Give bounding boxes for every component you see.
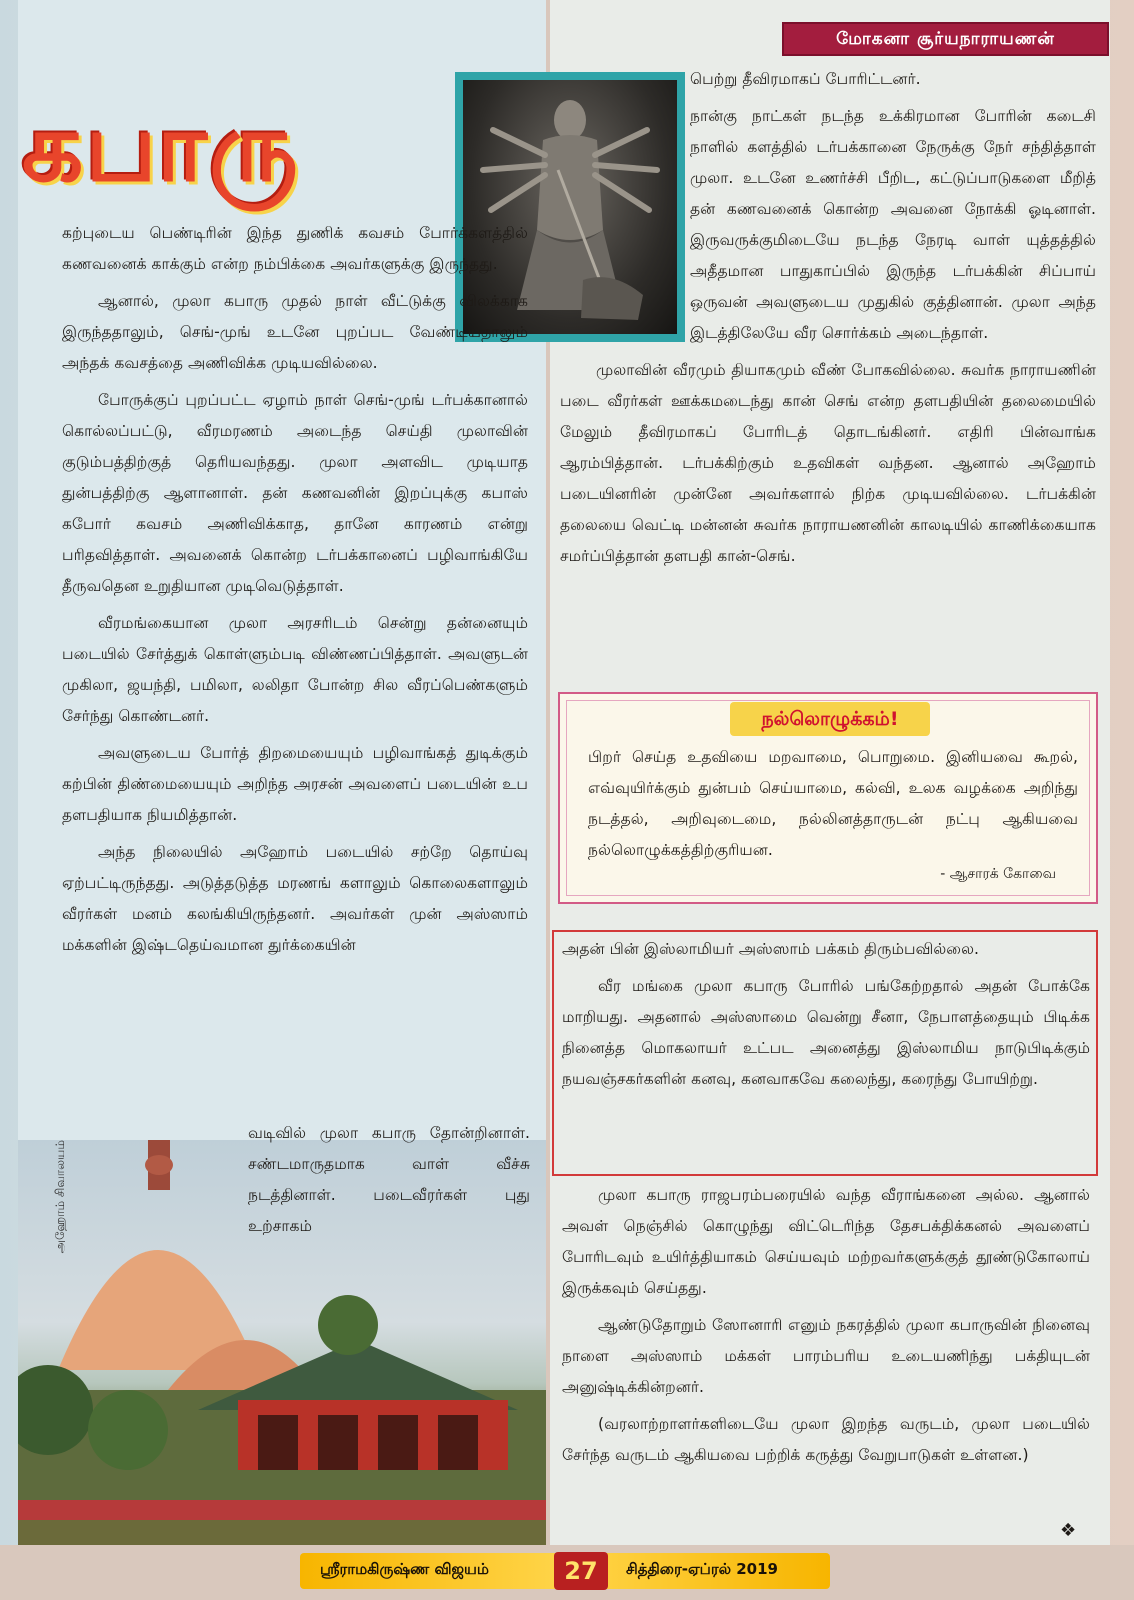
paragraph: ஆண்டுதோறும் ஸோனாரி எனும் நகரத்தில் முலா கபாருவின் நினைவு நாளை அஸ்ஸாம் மக்கள் பாரம்பரிய உடையணிந்து பக்தியுடன் அனுஷ்டிக்கின்றனர். xyxy=(562,1316,1090,1396)
paragraph: வீரமங்கையான முலா அரசரிடம் சென்று தன்னையும் படையில் சேர்த்துக் கொள்ளும்படி விண்ணப்பித்தாள். அவளுடன் முகிலா, ஜயந்தி, பமிலா, லலிதா போன்ற சில வீரப்பெண்களும் சேர்ந்து கொண்டனர். xyxy=(62,614,528,725)
end-mark-icon: ❖ xyxy=(1060,1520,1077,1541)
article-title: கபாரு xyxy=(22,91,300,203)
footer-magazine-name: ஸ்ரீராமகிருஷ்ண விஜயம் xyxy=(320,1560,489,1578)
author-banner: மோகனா சூர்யநாராயணன் xyxy=(782,22,1109,56)
right-text-block xyxy=(560,64,1096,578)
left-text-block xyxy=(62,218,528,967)
paragraph: முலா கபாரு ராஜபரம்பரையில் வந்த வீராங்கனை அல்ல. ஆனால் அவள் நெஞ்சில் கொழுந்து விட்டெரிந்த தேசபக்திக்கனல் அவளைப் போரிடவும் உயிர்த்தியாகம் செய்யவும் மற்றவர்களுக்குத் தூண்டுகோலாய் இருக்கவும் செய்தது. xyxy=(562,1186,1090,1297)
paragraph: கற்புடைய பெண்டிரின் இந்த துணிக் கவசம் போர்க்களத்தில் கணவனைக் காக்கும் என்ற நம்பிக்கை அவர்களுக்கு இருந்தது. xyxy=(62,224,528,273)
paragraph: வடிவில் முலா கபாரு தோன்றினாள். சண்டமாருதமாக வாள் வீச்சு நடத்தினாள். படைவீரர்கள் புது உற்சாகம் xyxy=(248,1124,530,1235)
paragraph: நான்கு நாட்கள் நடந்த உக்கிரமான போரின் கடைசி நாளில் களத்தில் டர்பக்கானை நேருக்கு நேர் சந்தித்தாள் முலா. உடனே உணர்ச்சி பீறிட, கட்டுப்பாடுகளை மீறித் தன் கணவனைக் கொன்ற அவனை நோக்கி ஓடினாள். இருவருக்குமிடையே நடந்த நேரடி வாள் யுத்தத்தில் அதீதமான பாதுகாப்பில் இருந்த டர்பக்கின் சிப்பாய் ஒருவன் அவளுடைய முதுகில் குத்தினான். முலா அந்த இடத்திலேயே வீர சொர்க்கம் அடைந்தாள். xyxy=(690,107,1096,342)
page-number: 27 xyxy=(554,1552,608,1590)
paragraph: ஆனால், முலா கபாரு முதல் நாள் வீட்டுக்கு விலக்காக இருந்ததாலும், செங்-முங் உடனே புறப்பட வேண்டியதாலும் அந்தக் கவசத்தை அணிவிக்க முடியவில்லை. xyxy=(62,292,528,372)
paragraph: வீர மங்கை முலா கபாரு போரில் பங்கேற்றதால் அதன் போக்கே மாறியது. அதனால் அஸ்ஸாமை வென்று சீனா, நேபாளத்தையும் பிடிக்க நினைத்த மொகலாயர் உட்பட அனைத்து இஸ்லாமிய நாடுபிடிக்கும் நயவஞ்சகர்களின் கனவு, கனவாகவே கலைந்து, கரைந்து போயிற்று. xyxy=(562,977,1090,1088)
paragraph: அதன் பின் இஸ்லாமியர் அஸ்ஸாம் பக்கம் திரும்பவில்லை. xyxy=(562,940,979,958)
paragraph: அந்த நிலையில் அஹோம் படையில் சற்றே தொய்வு ஏற்பட்டிருந்தது. அடுத்தடுத்த மரணங் களாலும் கொலைகளாலும் வீரர்கள் மனம் கலங்கியிருந்தனர். அவர்கள் முன் அஸ்ஸாம் மக்களின் இஷ்டதெய்வமான துர்க்கையின் xyxy=(62,843,528,954)
moral-box-title: நல்லொழுக்கம்! xyxy=(730,702,930,736)
moral-box-text: பிறர் செய்த உதவியை மறவாமை, பொறுமை. இனியவை கூறல், எவ்வுயிர்க்கும் துன்பம் செய்யாமை, கல்வி, உலக வழக்கை அறிந்து நடத்தல், அறிவுடைமை, நல்லினத்தாருடன் நட்பு ஆகியவை நல்லொழுக்கத்திற்குரியன. xyxy=(588,748,1078,859)
moral-box-citation: - ஆசாரக் கோவை xyxy=(940,866,1056,882)
paragraph: அவளுடைய போர்த் திறமையையும் பழிவாங்கத் துடிக்கும் கற்பின் திண்மையையும் அறிந்த அரசன் அவளைப் படையின் உப தளபதியாக நியமித்தான். xyxy=(62,744,528,824)
right-end-block xyxy=(562,1180,1090,1477)
highlighted-text-block xyxy=(562,934,1090,1101)
moral-box xyxy=(558,692,1098,904)
paragraph: பெற்று தீவிரமாகப் போரிட்டனர். xyxy=(690,70,921,88)
left-continuation-block xyxy=(248,1118,530,1248)
paragraph: முலாவின் வீரமும் தியாகமும் வீண் போகவில்லை. சுவர்க நாராயணின் படை வீரர்கள் ஊக்கமடைந்து கான் செங் என்ற தளபதியின் தலைமையில் மேலும் தீவிரமாகப் போரிடத் தொடங்கினர். எதிரி பின்வாங்க ஆரம்பித்தான். டர்பக்கிற்கும் உதவிகள் வந்தன. ஆனால் அஹோம் படையினரின் முன்னே அவர்களால் நிற்க முடியவில்லை. டர்பக்கின் தலையை வெட்டி மன்னன் சுவர்க நாராயணனின் காலடியில் காணிக்கையாக சமர்ப்பித்தான் தளபதி கான்-செங். xyxy=(560,361,1096,565)
photo-caption: அஹோம் சிவாலயம் xyxy=(53,1140,67,1254)
footer-issue-date: சித்திரை-ஏப்ரல் 2019 xyxy=(626,1560,778,1578)
paragraph: (வரலாற்றாளர்களிடையே முலா இறந்த வருடம், முலா படையில் சேர்ந்த வருடம் ஆகியவை பற்றிக் கருத்து வேறுபாடுகள் உள்ளன.) xyxy=(562,1415,1090,1464)
paragraph: போருக்குப் புறப்பட்ட ஏழாம் நாள் செங்-முங் டர்பக்கானால் கொல்லப்பட்டு, வீரமரணம் அடைந்த செய்தி முலாவின் குடும்பத்திற்குத் தெரியவந்தது. முலா அளவிட முடியாத துன்பத்திற்கு ஆளானாள். தன் கணவனின் இறப்புக்கு கபாஸ் கபோர் கவசம் அணிவிக்காத, தானே காரணம் என்று பரிதவித்தாள். அவனைக் கொன்ற டர்பக்கானைப் பழிவாங்கியே தீருவதென உறுதியான முடிவெடுத்தாள். xyxy=(62,391,528,595)
